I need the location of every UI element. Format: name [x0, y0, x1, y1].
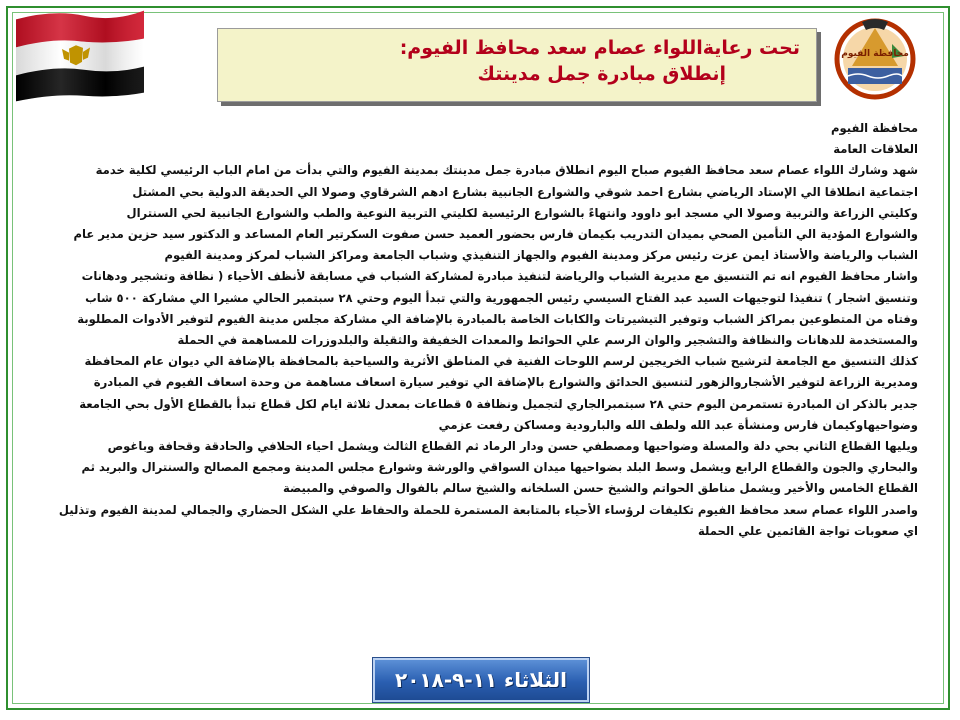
article-line: وكليتي الزراعة والتربية وصولا الي مسجد ابو داوود وانتهاءً بالشوارع الرئيسية لكليتي التربية النوعية والطب والشوارع الجانبية لحي السنترال — [126, 205, 918, 220]
logo-caption: محافظة الفيوم — [841, 49, 909, 59]
egypt-flag-icon — [14, 5, 146, 102]
article-line: القطاع الخامس والأخير ويشمل مناطق الحواتم والشيخ حسن السلخانه والشيخ سالم بالفوال والصوفي والمبيضة — [283, 481, 918, 496]
headline-line-2: إنطلاق مبادرة جمل مدينتك — [477, 63, 726, 85]
article-line: الشباب والرياضة والأستاذ ايمن عزت رئيس مركز ومدينة الفيوم والجهاز التنفيذي وشباب الجامعة ومراكز الشباب لمركز ومدينة الفيوم — [164, 248, 918, 263]
article-line: والبحاري والجون والقطاع الرابع ويشمل وسط البلد بضواحيها ميدان السواقي والورشة وشوارع مجلس المدينة ومجمع المصالح والسنترال والبريد ثم — [81, 460, 918, 475]
fayoum-logo-icon — [832, 14, 918, 100]
date-banner — [373, 658, 589, 702]
article-line: اجتماعية انطلاقا الي الإستاد الرياضي بشارع احمد شوقي والشوارع الجانبية بشارع ادهم الشرقاوي وصولا الي الحديقة الدولية بحي المشتل — [132, 184, 918, 199]
article-line: والشوارع المؤدية الي التأمين الصحي بميدان التدريب بكيمان فارس بحضور العميد حسن صفوت السكرتير العام المساعد و الدكتور سيد حزين مدير عام — [73, 227, 918, 242]
article-line: ومديرية الزراعة لتوفير الأشجاروالزهور لتنسيق الحدائق والشوارع بالإضافة الي توفير سيارة اسعاف مساهمة من وحدة اسعاف الفيوم في المبادرة — [93, 375, 918, 390]
article-line: شهد وشارك اللواء عصام سعد محافظ الفيوم صباح اليوم انطلاق مبادرة جمل مدينتك بمدينة الفيوم والتي بدأت من امام الباب الرئيسي لكلية خدمة — [95, 163, 918, 178]
article-line: واصدر اللواء عصام سعد محافظ الفيوم تكليفات لرؤساء الأحياء بالمتابعة المستمرة للحملة والحفاظ علي الشكل الحضاري والجمالي لمدينة الفيوم وتذليل — [58, 502, 918, 517]
article-line: اي صعوبات تواجة القائمين علي الحملة — [697, 523, 918, 538]
article-line: وضواحيهاوكيمان فارس ومنشأة عبد الله ولطف الله والبارودية ومساكن رفعت عزمي — [438, 417, 918, 432]
article-body — [44, 118, 918, 542]
article-line: وفتاه من المتطوعين بمراكز الشباب وتوفير التيشيرتات والكابات الخاصة بالمبادرة بالإضافة الي مشاركة مجلس مدينة الفيوم لتوفير الأدوات المطلوبة — [77, 311, 918, 326]
org-name: محافظة الفيوم — [830, 121, 918, 135]
headline-box — [217, 28, 817, 102]
article-line: جدير بالذكر ان المبادرة تستمرمن اليوم حتي ٢٨ سبتمبرالجاري لتجميل ونظافة ٥ قطاعات بمعدل ثلاثة ايام لكل قطاع تبدأ بالقطاع الأول بحي الجامعة — [79, 396, 918, 411]
article-line: واشار محافظ الفيوم انه تم التنسيق مع مديرية الشباب والرياضة لتنفيذ مبادرة لمشاركة الشباب في مسابقة لأنظف الأحياء ( نظافة وتشجير ودهانات — [81, 269, 918, 284]
article-line: وتنسيق اشجار ) تنفيذا لتوجيهات السيد عبد الفتاح السيسي رئيس الجمهورية والتي تبدأ اليوم وحتي ٢٨ سبتمبر الحالي مشيرا الي مشاركة ٥٠٠ شاب — [85, 290, 918, 305]
headline-line-1: تحت رعايةاللواء عصام سعد محافظ الفيوم: — [399, 37, 800, 59]
article-line: ويليها القطاع الثاني بحي دلة والمسلة وضواحيها ومصطفي حسن ودار الرماد ثم القطاع الثالث ويشمل احياء الحلافي والحادقة وقحافة وباغوص — [107, 439, 918, 454]
article-line: والمستخدمة للدهانات والنظافة والتشجير والوان الرسم علي الحوائط والمعدات الخفيفة والثقيلة والبلدوزرات للمساهمة في الحملة — [177, 333, 918, 348]
department-name: العلاقات العامة — [833, 142, 918, 157]
date-text: الثلاثاء ١١-٩-٢٠١٨ — [395, 668, 568, 692]
article-line: كذلك التنسيق مع الجامعة لترشيح شباب الخريجين لرسم اللوحات الفنية في المناطق الأثرية والسياحية بالمحافظة بالإضافة الي ديوان عام المحافظة — [84, 354, 918, 369]
